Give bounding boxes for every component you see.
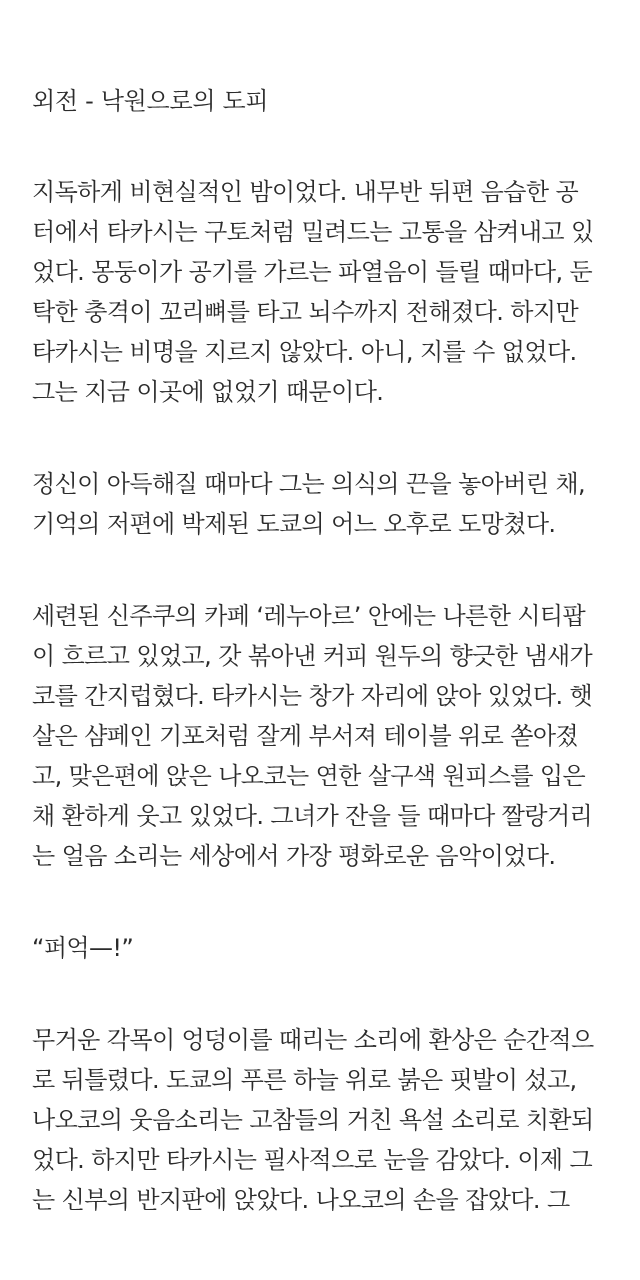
text-line: 나오코의 웃음소리는 고참들의 거친 욕설 소리로 치환되 — [32, 1106, 594, 1134]
paragraph-4-dialogue — [32, 928, 610, 968]
text-line: 세련된 신주쿠의 카페 ‘레누아르’ 안에는 나른한 시티팝 — [32, 602, 586, 630]
text-line: 터에서 타카시는 구토처럼 밀려드는 고통을 삼켜내고 있 — [32, 218, 594, 246]
text-line: 고, 맞은편에 앉은 나오코는 연한 살구색 원피스를 입은 — [32, 762, 586, 790]
text-line: 무거운 각목이 엉덩이를 때리는 소리에 환상은 순간적으 — [32, 1026, 594, 1054]
text-line: 탁한 충격이 꼬리뼈를 타고 뇌수까지 전해졌다. 하지만 — [32, 298, 579, 326]
text-line: 살은 샴페인 기포처럼 잘게 부서져 테이블 위로 쏟아졌 — [32, 722, 579, 750]
text-line: 코를 간지럽혔다. 타카시는 창가 자리에 앉아 있었다. 햇 — [32, 682, 593, 710]
text-line: 그는 지금 이곳에 없었기 때문이다. — [32, 378, 384, 406]
paragraph-1 — [32, 172, 610, 412]
text-line: 이 흐르고 있었고, 갓 볶아낸 커피 원두의 향긋한 냄새가 — [32, 642, 593, 670]
text-line: 로 뒤틀렸다. 도쿄의 푸른 하늘 위로 붉은 핏발이 섰고, — [32, 1066, 577, 1094]
text-line: 는 얼음 소리는 세상에서 가장 평화로운 음악이었다. — [32, 842, 556, 870]
paragraph-2 — [32, 464, 610, 544]
text-line: 는 신부의 반지판에 앉았다. 나오코의 손을 잡았다. 그 — [32, 1186, 570, 1214]
chapter-title: 외전 - 낙원으로의 도피 — [32, 87, 269, 115]
text-line: 었다. 하지만 타카시는 필사적으로 눈을 감았다. 이제 그 — [32, 1146, 593, 1174]
dialogue-line: “퍼억—!” — [32, 934, 134, 962]
text-line: 정신이 아득해질 때마다 그는 의식의 끈을 놓아버린 채, — [32, 470, 586, 498]
text-line: 지독하게 비현실적인 밤이었다. 내무반 뒤편 음습한 공 — [32, 178, 579, 206]
text-line: 채 환하게 웃고 있었다. 그녀가 잔을 들 때마다 짤랑거리 — [32, 802, 593, 830]
paragraph-3 — [32, 596, 610, 876]
text-line: 기억의 저편에 박제된 도쿄의 어느 오후로 도망쳤다. — [32, 510, 556, 538]
paragraph-5 — [32, 1020, 610, 1220]
text-line: 타카시는 비명을 지르지 않았다. 아니, 지를 수 없었다. — [32, 338, 577, 366]
text-line: 었다. 몽둥이가 공기를 가르는 파열음이 들릴 때마다, 둔 — [32, 258, 593, 286]
